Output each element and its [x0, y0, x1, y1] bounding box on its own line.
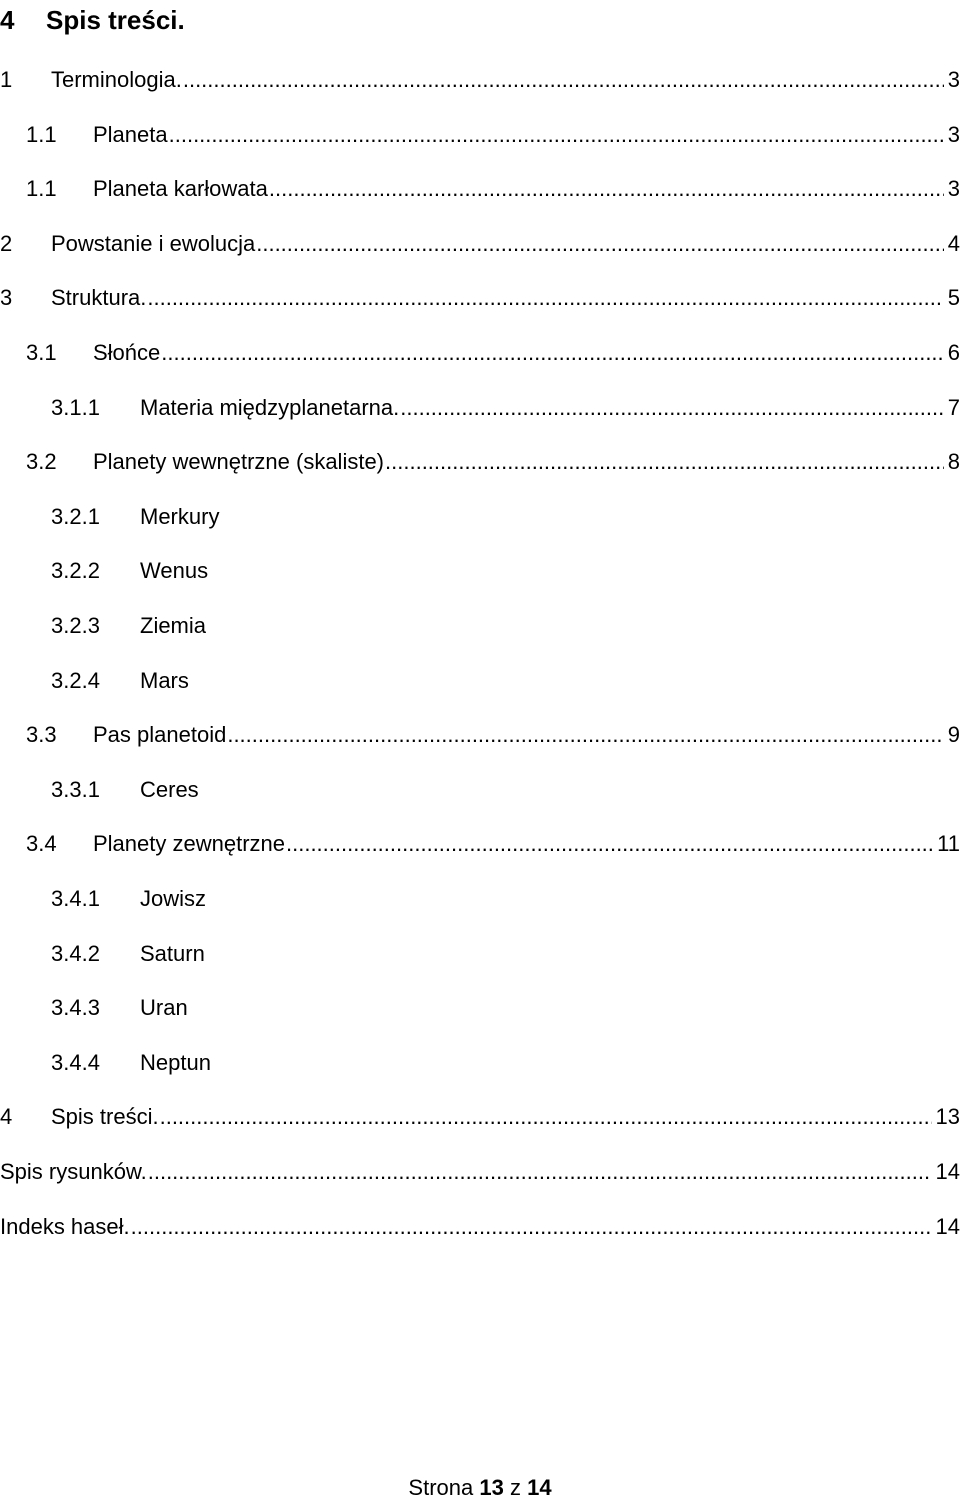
page-footer [0, 1468, 960, 1508]
toc-entry-number: 3.4.1 [51, 886, 100, 911]
toc-entry[interactable] [0, 551, 960, 591]
toc-entry-page-number: 9 [947, 722, 960, 748]
toc-entry-page-number: 14 [935, 1159, 960, 1184]
toc-entry-content [140, 606, 960, 646]
toc-entry[interactable] [0, 1097, 960, 1137]
footer-prefix: Strona [408, 1475, 474, 1500]
toc-entry-content [93, 169, 960, 209]
toc-entry-leader-dots [399, 388, 944, 428]
toc-entry-page-number: 4 [947, 230, 960, 256]
toc-entry-number: 3.3.1 [51, 776, 100, 802]
toc-entry[interactable] [0, 333, 960, 373]
heading-number: 4 [0, 5, 15, 35]
toc-entry-leader-dots [160, 333, 943, 373]
toc-entry-title: Planeta karłowata [93, 176, 268, 202]
toc-entry-leader-dots [168, 115, 944, 155]
toc-entry-number: 3.4.3 [51, 995, 100, 1021]
toc-entry-content [0, 1152, 960, 1192]
toc-entry[interactable] [0, 442, 960, 482]
toc-entry-content [140, 551, 960, 591]
toc-entry[interactable] [0, 60, 960, 100]
toc-entry-page-number: 3 [947, 67, 960, 92]
toc-entry-number: 3.2.4 [51, 667, 100, 693]
toc-entry-leader-dots [255, 224, 944, 264]
toc-entry-content [51, 1097, 960, 1137]
toc-entry-title: Ziemia [140, 613, 207, 638]
toc-entry-leader-dots [159, 1097, 932, 1137]
toc-entry[interactable] [0, 715, 960, 755]
toc-entry-title: Powstanie i ewolucja [51, 230, 256, 256]
toc-entry-title: Słońce [93, 340, 161, 365]
toc-entry-page-number: 6 [947, 340, 960, 365]
toc-entry-number: 3.4.2 [51, 940, 100, 966]
toc-entry-content [140, 879, 960, 919]
toc-entry-title: Wenus [140, 558, 209, 584]
toc-entry-title: Planeta [93, 121, 168, 147]
toc-entry-title: Spis treści. [51, 1104, 159, 1130]
toc-entry[interactable] [0, 934, 960, 974]
toc-entry-page-number: 11 [937, 831, 960, 857]
toc-entry[interactable] [0, 879, 960, 919]
toc-entry-number: 3.3 [26, 722, 57, 748]
toc-entry-number: 3.2.1 [51, 503, 100, 529]
toc-entry[interactable] [0, 497, 960, 537]
toc-entry-title: Uran [140, 995, 188, 1021]
toc-entry-title: Saturn [140, 940, 205, 966]
toc-entry-content [140, 770, 960, 810]
toc-entry[interactable] [0, 1152, 960, 1192]
toc-entry[interactable] [0, 1043, 960, 1083]
toc-entry-page-number: 3 [947, 176, 960, 202]
footer-separator: z [509, 1475, 521, 1500]
toc-entry-number: 1.1 [26, 176, 57, 202]
toc-entry-title: Pas planetoid [93, 722, 227, 748]
toc-entry-page-number: 13 [935, 1104, 960, 1130]
toc-entry-page-number: 7 [947, 394, 960, 420]
toc-entry-leader-dots [268, 169, 944, 209]
toc-entry-number: 3.4.4 [51, 1049, 100, 1075]
toc-entry-title: Planety zewnętrzne [93, 831, 285, 857]
toc-entry-content [93, 715, 960, 755]
toc-entry-content [140, 661, 960, 701]
toc-entry-content [51, 60, 960, 100]
toc-entry-leader-dots [130, 1207, 932, 1247]
toc-entry[interactable] [0, 278, 960, 318]
toc-entry-content [93, 333, 960, 373]
toc-entry-number: 3.1.1 [51, 394, 100, 420]
toc-entry-title: Merkury [140, 503, 220, 529]
toc-entry-title: Mars [140, 667, 189, 693]
toc-entry-number: 1 [0, 67, 13, 92]
toc-entry-content [140, 988, 960, 1028]
toc-entry-title: Planety wewnętrzne (skaliste) [93, 449, 385, 475]
toc-entry-number: 4 [0, 1104, 13, 1130]
toc-entry-content [93, 824, 960, 864]
toc-entry[interactable] [0, 824, 960, 864]
toc-entry-number: 3.2.2 [51, 558, 100, 584]
toc-entry-number: 3.1 [26, 340, 57, 365]
toc-entry[interactable] [0, 1207, 960, 1247]
toc-entry[interactable] [0, 661, 960, 701]
toc-entry-page-number: 3 [947, 121, 960, 147]
toc-entry-number: 3.2.3 [51, 613, 100, 638]
toc-entry-number: 3.2 [26, 449, 57, 475]
toc-entry[interactable] [0, 115, 960, 155]
toc-entry-page-number: 5 [947, 285, 960, 311]
toc-entry-title: Terminologia. [51, 67, 182, 92]
toc-entry-content [0, 1207, 960, 1247]
toc-entry-leader-dots [384, 442, 944, 482]
toc-entry-leader-dots [146, 278, 943, 318]
toc-entry[interactable] [0, 606, 960, 646]
toc-entry-leader-dots [226, 715, 943, 755]
toc-entry-number: 1.1 [26, 121, 57, 147]
footer-total-pages: 14 [527, 1475, 552, 1500]
toc-entry-content [51, 224, 960, 264]
toc-entry-leader-dots [285, 824, 933, 864]
toc-entry-content [51, 278, 960, 318]
toc-entry-title: Ceres [140, 776, 199, 802]
toc-entry-content [140, 388, 960, 428]
toc-entry-title: Neptun [140, 1049, 211, 1075]
toc-entry[interactable] [0, 224, 960, 264]
toc-entry-page-number: 8 [947, 449, 960, 475]
toc-entry[interactable] [0, 988, 960, 1028]
toc-entry[interactable] [0, 770, 960, 810]
toc-entry-leader-dots [182, 60, 944, 100]
toc-entry-number: 2 [0, 230, 13, 256]
toc-entry-title: Jowisz [140, 886, 207, 911]
toc-entry[interactable] [0, 388, 960, 428]
toc-entry-title: Spis rysunków. [0, 1159, 147, 1184]
toc-entry-leader-dots [147, 1152, 932, 1192]
toc-entry-number: 3 [0, 285, 13, 311]
toc-entry-content [140, 497, 960, 537]
toc-entry-title: Indeks haseł. [0, 1213, 130, 1239]
toc-entry-number: 3.4 [26, 831, 57, 857]
toc-entry-title: Struktura. [51, 285, 147, 311]
heading-title: Spis treści. [46, 5, 185, 35]
toc-entry-content [140, 934, 960, 974]
footer-current-page: 13 [479, 1475, 504, 1500]
toc-entry-content [93, 115, 960, 155]
toc-entry-page-number: 14 [935, 1213, 960, 1239]
toc-entry-title: Materia międzyplanetarna. [140, 394, 400, 420]
toc-entry-content [93, 442, 960, 482]
toc-entry[interactable] [0, 169, 960, 209]
toc-entry-content [140, 1043, 960, 1083]
